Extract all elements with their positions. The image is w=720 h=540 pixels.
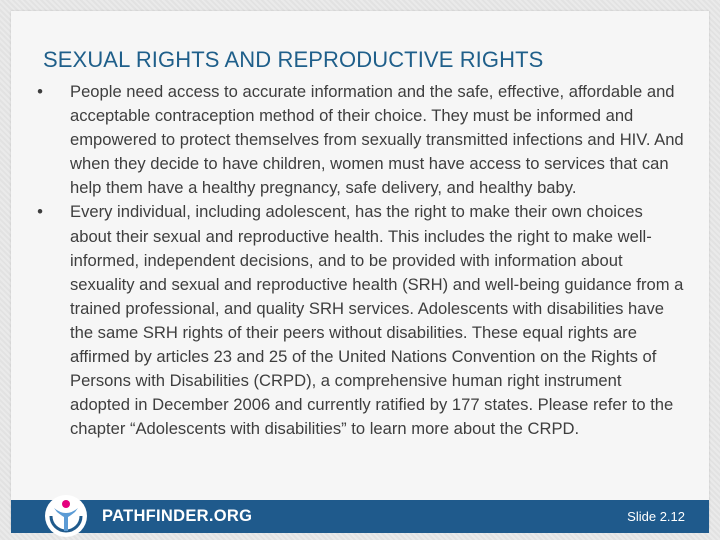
pathfinder-person-logo-icon — [44, 494, 88, 538]
slide-number: Slide 2.12 — [627, 509, 685, 524]
brand-name: PATHFINDER.ORG — [102, 507, 253, 525]
bullet-item — [30, 80, 685, 200]
bullet-marker: • — [37, 82, 43, 101]
slide-title: SEXUAL RIGHTS AND REPRODUCTIVE RIGHTS — [43, 47, 544, 72]
bullet-item — [30, 200, 685, 441]
bullet-list — [30, 80, 685, 441]
bullet-marker: • — [37, 202, 43, 222]
bullet-text: Every individual, including adolescent, has the right to make their own choices about their sexual and reproductive health. This includes the right to make well-informed, independent decisions, and to be provided with information about sexuality and sexual and reproductive health (SRH) and well-being guidance from a trained professional, and quality SRH services. Adolescents with disabilities have the same SRH rights of their peers without disabilities. These equal rights are affirmed by articles 23 and 25 of the United Nations Convention on the Rights of Persons with Disabilities (CRPD), a comprehensive human right instrument adopted in December 2006 and currently ratified by 177 states. Please refer to the chapter “Adolescents with disabilities” to learn more about the CRPD. — [70, 202, 684, 439]
bullet-text: People need access to accurate information and the safe, effective, affordable and acceptable contraception method of their choice. They must be informed and empowered to protect themselves from sexually transmitted infections and HIV. And when they decide to have children, women must have access to services that can help them have a healthy pregnancy, safe delivery, and healthy baby. — [70, 82, 684, 198]
